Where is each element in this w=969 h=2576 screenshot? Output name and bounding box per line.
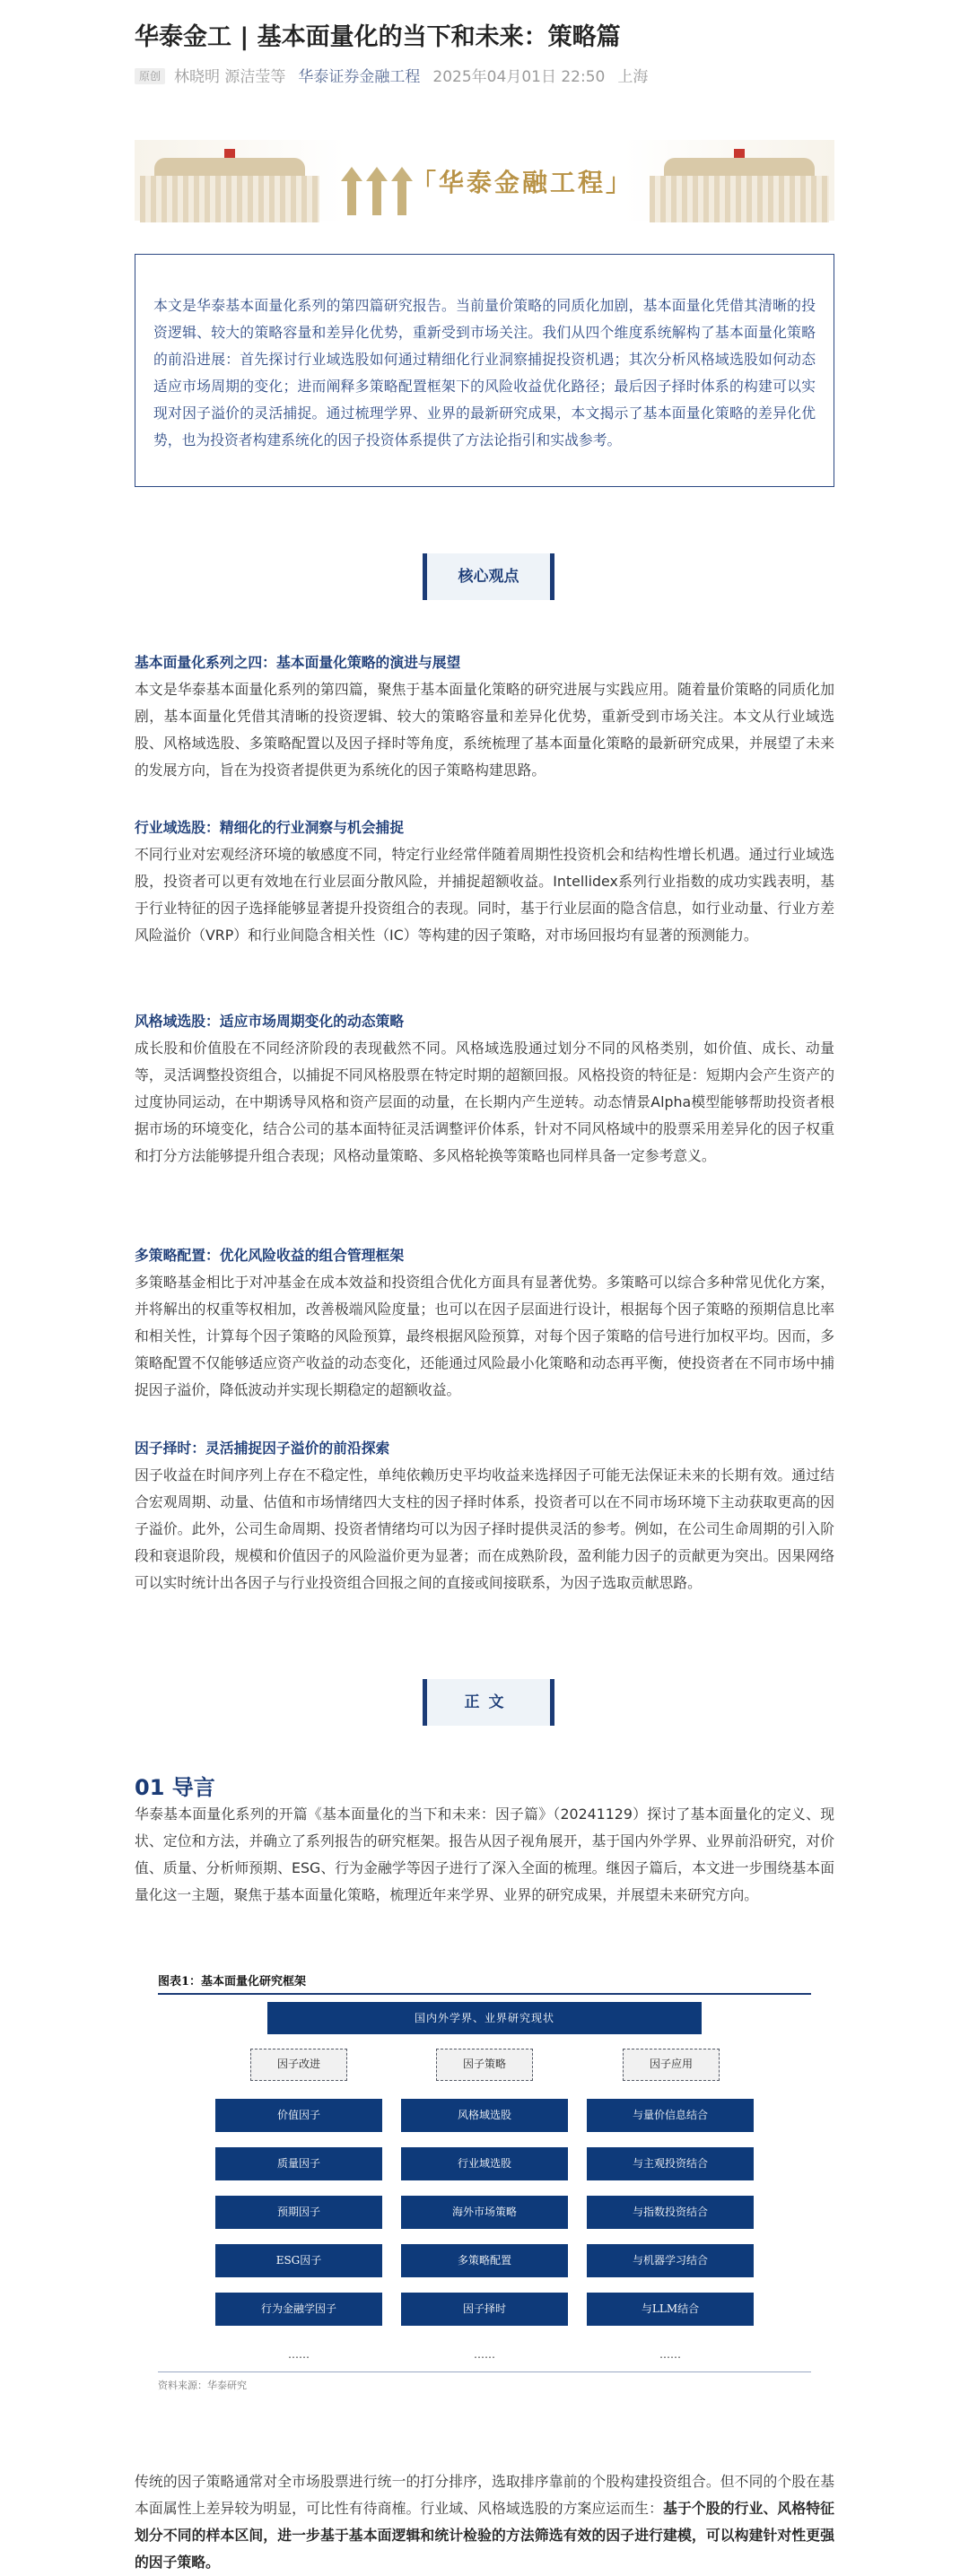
figure-box: 与量价信息结合 <box>587 2099 754 2132</box>
section-title: 因子择时：灵活捕捉因子溢价的前沿探索 <box>135 1440 390 1457</box>
section-style-selection <box>135 1008 834 1170</box>
figure-box: 与主观投资结合 <box>587 2147 754 2180</box>
publish-location: 上海 <box>617 68 649 86</box>
figure-box: 行业域选股 <box>401 2147 568 2180</box>
core-views-heading: 核心观点 <box>423 553 554 600</box>
section-industry-selection <box>135 814 834 949</box>
figure-bottom-rule <box>158 2371 811 2372</box>
section-title: 行业域选股：精细化的行业洞察与机会捕捉 <box>135 819 405 836</box>
intro-heading: 01 导言 <box>135 1775 215 1800</box>
article-title: 华泰金工 | 基本面量化的当下和未来：策略篇 <box>135 23 621 51</box>
abstract-box: 本文是华泰基本面量化系列的第四篇研究报告。当前量价策略的同质化加剧，基本面量化凭借其清晰的投资逻辑、较大的策略容量和差异化优势，重新受到市场关注。我们从四个维度系统解构了基本面量化策略的前沿进展：首先探讨行业域选股如何通过精细化行业洞察捕捉投资机遇；其次分析风格域选股如何动态适应市场周期的变化；进而阐释多策略配置框架下的风险收益优化路径；最后因子择时体系的构建可以实现对因子溢价的灵活捕捉。通过梳理学界、业界的最新研究成果，本文揭示了基本面量化策略的差异化优势，也为投资者构建系统化的因子投资体系提供了方法论指引和实战参考。 <box>135 254 834 487</box>
building-right-illustration <box>650 152 829 222</box>
figure-box: 多策略配置 <box>401 2244 568 2277</box>
figure-box: 风格域选股 <box>401 2099 568 2132</box>
section-multi-strategy <box>135 1242 834 1404</box>
intro-text: 华泰基本面量化系列的开篇《基本面量化的当下和未来：因子篇》（20241129）探讨了基本面量化的定义、现状、定位和方法，并确立了系列报告的研究框架。报告从因子视角展开，基于国内外学界、业界前沿研究，对价值、质量、分析师预期、ESG、行为金融学等因子进行了深入全面的梳理。继因子篇后，本文进一步围绕基本面量化这一主题，聚焦于基本面量化策略，梳理近年来学界、业界的研究成果，并展望未来研究方向。 <box>135 1806 834 1903</box>
figure-box: 行为金融学因子 <box>215 2293 382 2326</box>
section-title: 多策略配置：优化风险收益的组合管理框架 <box>135 1247 405 1264</box>
header-banner <box>135 135 834 233</box>
section-text: 成长股和价值股在不同经济阶段的表现截然不同。风格域选股通过划分不同的风格类别，如价值、成长、动量等，灵活调整投资组合，以捕捉不同风格股票在特定时期的超额回报。风格投资的特征是：短期内会产生资产的过度协同运动，在中期诱导风格和资产层面的动量，在长期内产生逆转。动态情景Alpha模型能够帮助投资者根据市场的环境变化，结合公司的基本面特征灵活调整评价体系，针对不同风格域中的股票采用差异化的因子权重和打分方法能够提升组合表现；风格动量策略、多风格轮换等策略也同样具备一定参考意义。 <box>135 1040 834 1164</box>
publish-datetime: 2025年04月01日 22:50 <box>432 68 606 86</box>
original-badge: 原创 <box>135 68 165 84</box>
section-title: 风格域选股：适应市场周期变化的动态策略 <box>135 1013 405 1030</box>
figure-category: 因子策略 <box>436 2049 533 2081</box>
figure-category: 因子改进 <box>250 2049 347 2081</box>
section-strategy-evolution <box>135 649 834 784</box>
closing-paragraph <box>135 2468 834 2576</box>
section-text: 不同行业对宏观经济环境的敏感度不同，特定行业经常伴随着周期性投资机会和结构性增长机遇。通过行业域选股，投资者可以更有效地在行业层面分散风险，并捕捉超额收益。Intellidex系列行业指数的成功实践表明，基于行业特征的因子选择能够显著提升投资组合的表现。同时，基于行业层面的隐含信息，如行业动量、行业方差风险溢价（VRP）和行业间隐含相关性（IC）等构建的因子策略，对市场回报均有显著的预测能力。 <box>135 846 834 944</box>
section-title: 基本面量化系列之四：基本面量化策略的演进与展望 <box>135 654 461 671</box>
figure-box: ESG因子 <box>215 2244 382 2277</box>
section-text: 因子收益在时间序列上存在不稳定性，单纯依赖历史平均收益来选择因子可能无法保证未来的长期有效。通过结合宏观周期、动量、估值和市场情绪四大支柱的因子择时体系，投资者可以在不同市场环境下主动获取更高的因子溢价。此外，公司生命周期、投资者情绪均可以为因子择时提供灵活的参考。例如，在公司生命周期的引入阶段和衰退阶段，规模和价值因子的风险溢价更为显著；而在成熟阶段，盈利能力因子的贡献更为突出。因果网络可以实时统计出各因子与行业投资组合回报之间的直接或间接联系，为因子选取贡献思路。 <box>135 1466 834 1591</box>
figure-box: 预期因子 <box>215 2196 382 2229</box>
account-link[interactable]: 华泰证券金融工程 <box>298 68 421 86</box>
figure-title: 图表1：基本面量化研究框架 <box>158 1975 307 1989</box>
closing-bold-text: 基于个股的行业、风格特征划分不同的样本区间，进一步基于基本面逻辑和统计检验的方法筛选有效的因子进行建模，可以构建针对性更强的因子策略。 <box>135 2500 834 2571</box>
figure-top-rule <box>158 1993 811 1995</box>
figure-ellipsis: …… <box>288 2348 310 2361</box>
figure-ellipsis: …… <box>659 2348 681 2361</box>
research-framework-figure <box>158 1973 811 2404</box>
section-text: 多策略基金相比于对冲基金在成本效益和投资组合优化方面具有显著优势。多策略可以综合多种常见优化方案，并将解出的权重等权相加，改善极端风险度量；也可以在因子层面进行设计，根据每个因子策略的预期信息比率和相关性，计算每个因子策略的风险预算，最终根据风险预算，对每个因子策略的信号进行加权平均。因而，多策略配置不仅能够适应资产收益的动态变化，还能通过风险最小化策略和动态再平衡，使投资者在不同市场中捕捉因子溢价，降低波动并实现长期稳定的超额收益。 <box>135 1274 834 1398</box>
figure-top-box: 国内外学界、业界研究现状 <box>267 2002 702 2034</box>
section-factor-timing <box>135 1435 834 1597</box>
article-meta <box>135 66 648 88</box>
figure-category: 因子应用 <box>623 2049 720 2081</box>
up-arrows-icon <box>339 167 415 215</box>
main-text-heading: 正文 <box>423 1679 554 1726</box>
figure-box: 价值因子 <box>215 2099 382 2132</box>
figure-box: 与机器学习结合 <box>587 2244 754 2277</box>
figure-box: 质量因子 <box>215 2147 382 2180</box>
closing-text: 传统的因子策略通常对全市场股票进行统一的打分排序，选取排序靠前的个股构建投资组合。但不同的个股在基本面属性上差异较为明显，可比性有待商榷。行业域、风格域选股的方案应运而生： <box>135 2473 834 2517</box>
figure-ellipsis: …… <box>474 2348 495 2361</box>
banner-title: 「华泰金融工程」 <box>411 168 634 197</box>
figure-box: 与LLM结合 <box>587 2293 754 2326</box>
article-authors: 林晓明 源洁莹等 <box>174 68 286 86</box>
building-left-illustration <box>140 152 319 222</box>
figure-source: 资料来源：华泰研究 <box>158 2380 247 2391</box>
figure-box: 与指数投资结合 <box>587 2196 754 2229</box>
figure-box: 海外市场策略 <box>401 2196 568 2229</box>
section-text: 本文是华泰基本面量化系列的第四篇，聚焦于基本面量化策略的研究进展与实践应用。随着量价策略的同质化加剧，基本面量化凭借其清晰的投资逻辑、较大的策略容量和差异化优势，重新受到市场关注。本文从行业域选股、风格域选股、多策略配置以及因子择时等角度，系统梳理了基本面量化策略的最新研究成果，并展望了未来的发展方向，旨在为投资者提供更为系统化的因子策略构建思路。 <box>135 681 834 779</box>
figure-box: 因子择时 <box>401 2293 568 2326</box>
